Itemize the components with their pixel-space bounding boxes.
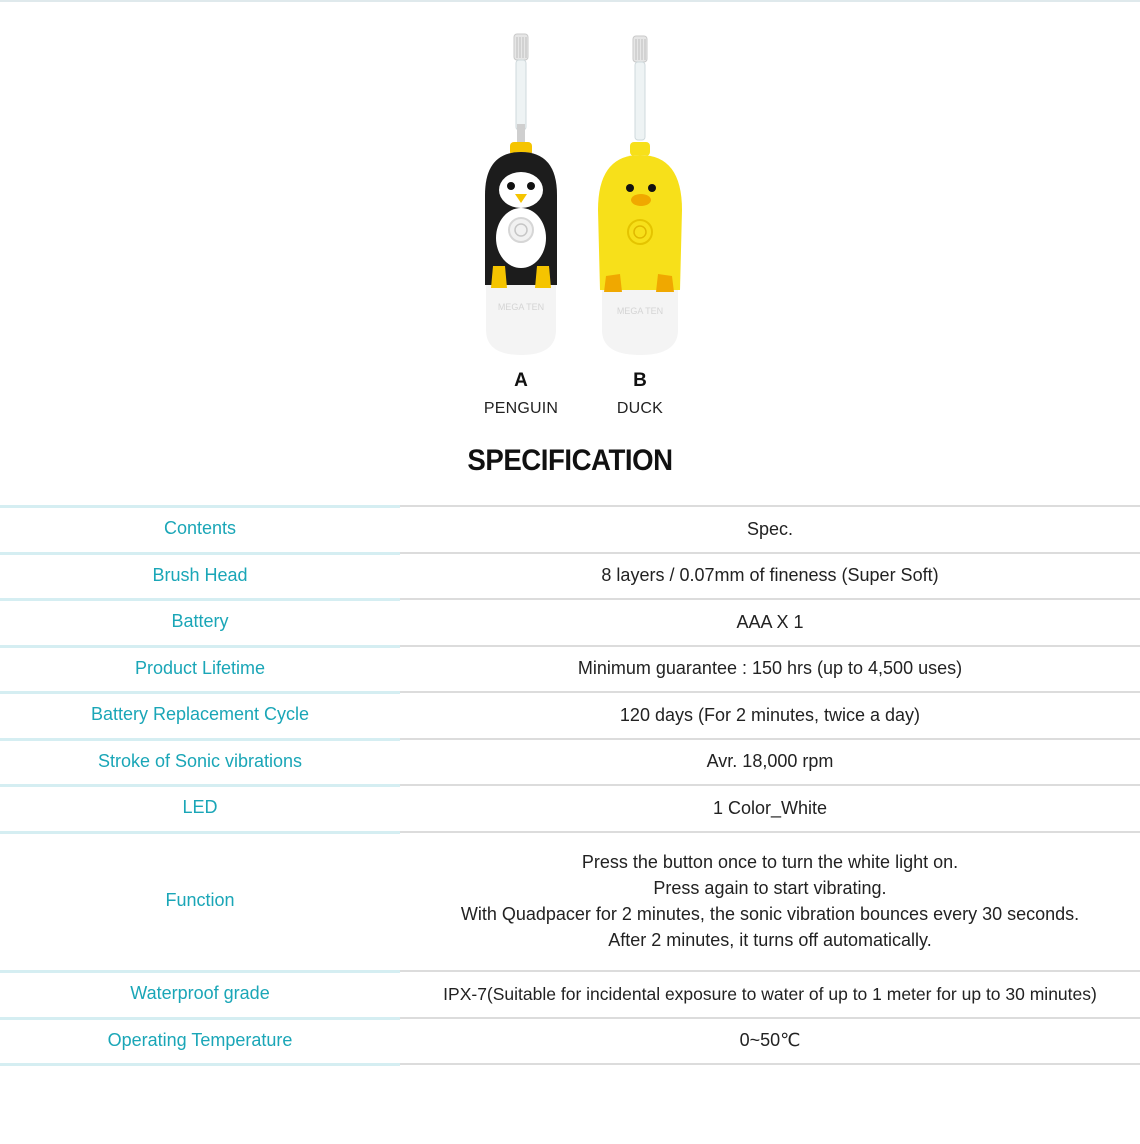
product-duck bbox=[580, 30, 700, 417]
table-row-battery bbox=[0, 598, 1140, 645]
row-value: 120 days (For 2 minutes, twice a day) bbox=[619, 704, 921, 725]
product-name-penguin: PENGUIN bbox=[483, 400, 559, 417]
product-name-duck: DUCK bbox=[616, 400, 664, 417]
table-row-waterproof bbox=[0, 970, 1140, 1017]
table-header-row bbox=[0, 505, 1140, 552]
product-letter-a: A bbox=[514, 370, 528, 391]
function-line: After 2 minutes, it turns off automatically. bbox=[608, 929, 932, 950]
function-line: With Quadpacer for 2 minutes, the sonic vibration bounces every 30 seconds. bbox=[460, 903, 1080, 924]
row-value: 0~50℃ bbox=[739, 1030, 801, 1050]
specification-title: SPECIFICATION bbox=[467, 444, 673, 477]
table-row-sonic-vibrations bbox=[0, 738, 1140, 784]
penguin-brand-logo: MEGA TEN bbox=[497, 302, 545, 312]
row-value: Minimum guarantee : 150 hrs (up to 4,500 uses) bbox=[577, 658, 963, 678]
table-row-battery-replacement bbox=[0, 691, 1140, 738]
row-label: Function bbox=[165, 890, 235, 910]
product-penguin bbox=[461, 30, 581, 417]
table-bottom-rule-left bbox=[0, 1063, 400, 1066]
function-description bbox=[400, 831, 1140, 970]
header-contents: Contents bbox=[163, 518, 237, 538]
product-images bbox=[0, 30, 1140, 430]
row-value: IPX-7(Suitable for incidental exposure to water of up to 1 meter for up to 30 minutes) bbox=[443, 983, 1097, 1004]
row-label: LED bbox=[182, 797, 218, 817]
duck-toothbrush-image bbox=[580, 30, 700, 370]
penguin-toothbrush-image bbox=[461, 30, 581, 370]
row-label: Waterproof grade bbox=[130, 983, 270, 1003]
row-label: Operating Temperature bbox=[107, 1029, 293, 1050]
row-label: Stroke of Sonic vibrations bbox=[97, 750, 303, 771]
row-label: Brush Head bbox=[152, 564, 248, 585]
product-letter-b: B bbox=[633, 370, 647, 391]
function-line: Press again to start vibrating. bbox=[653, 877, 887, 898]
table-row-function bbox=[0, 831, 1140, 970]
table-bottom-rule-right bbox=[400, 1063, 1140, 1065]
row-value: 1 Color_White bbox=[712, 797, 828, 818]
row-label: Battery bbox=[171, 611, 229, 631]
row-label: Product Lifetime bbox=[134, 657, 266, 678]
top-divider bbox=[0, 0, 1140, 2]
table-row-product-lifetime bbox=[0, 645, 1140, 691]
table-row-operating-temperature bbox=[0, 1017, 1140, 1063]
spec-table bbox=[0, 505, 1140, 1067]
row-value: 8 layers / 0.07mm of fineness (Super Soft) bbox=[601, 565, 939, 585]
row-value: Avr. 18,000 rpm bbox=[706, 751, 834, 771]
header-spec: Spec. bbox=[746, 518, 794, 539]
duck-brand-logo: MEGA TEN bbox=[616, 306, 664, 316]
row-label: Battery Replacement Cycle bbox=[90, 704, 310, 724]
table-row-brush-head bbox=[0, 552, 1140, 598]
function-line: Press the button once to turn the white light on. bbox=[581, 851, 959, 872]
table-row-led bbox=[0, 784, 1140, 831]
row-value: AAA X 1 bbox=[736, 611, 804, 632]
